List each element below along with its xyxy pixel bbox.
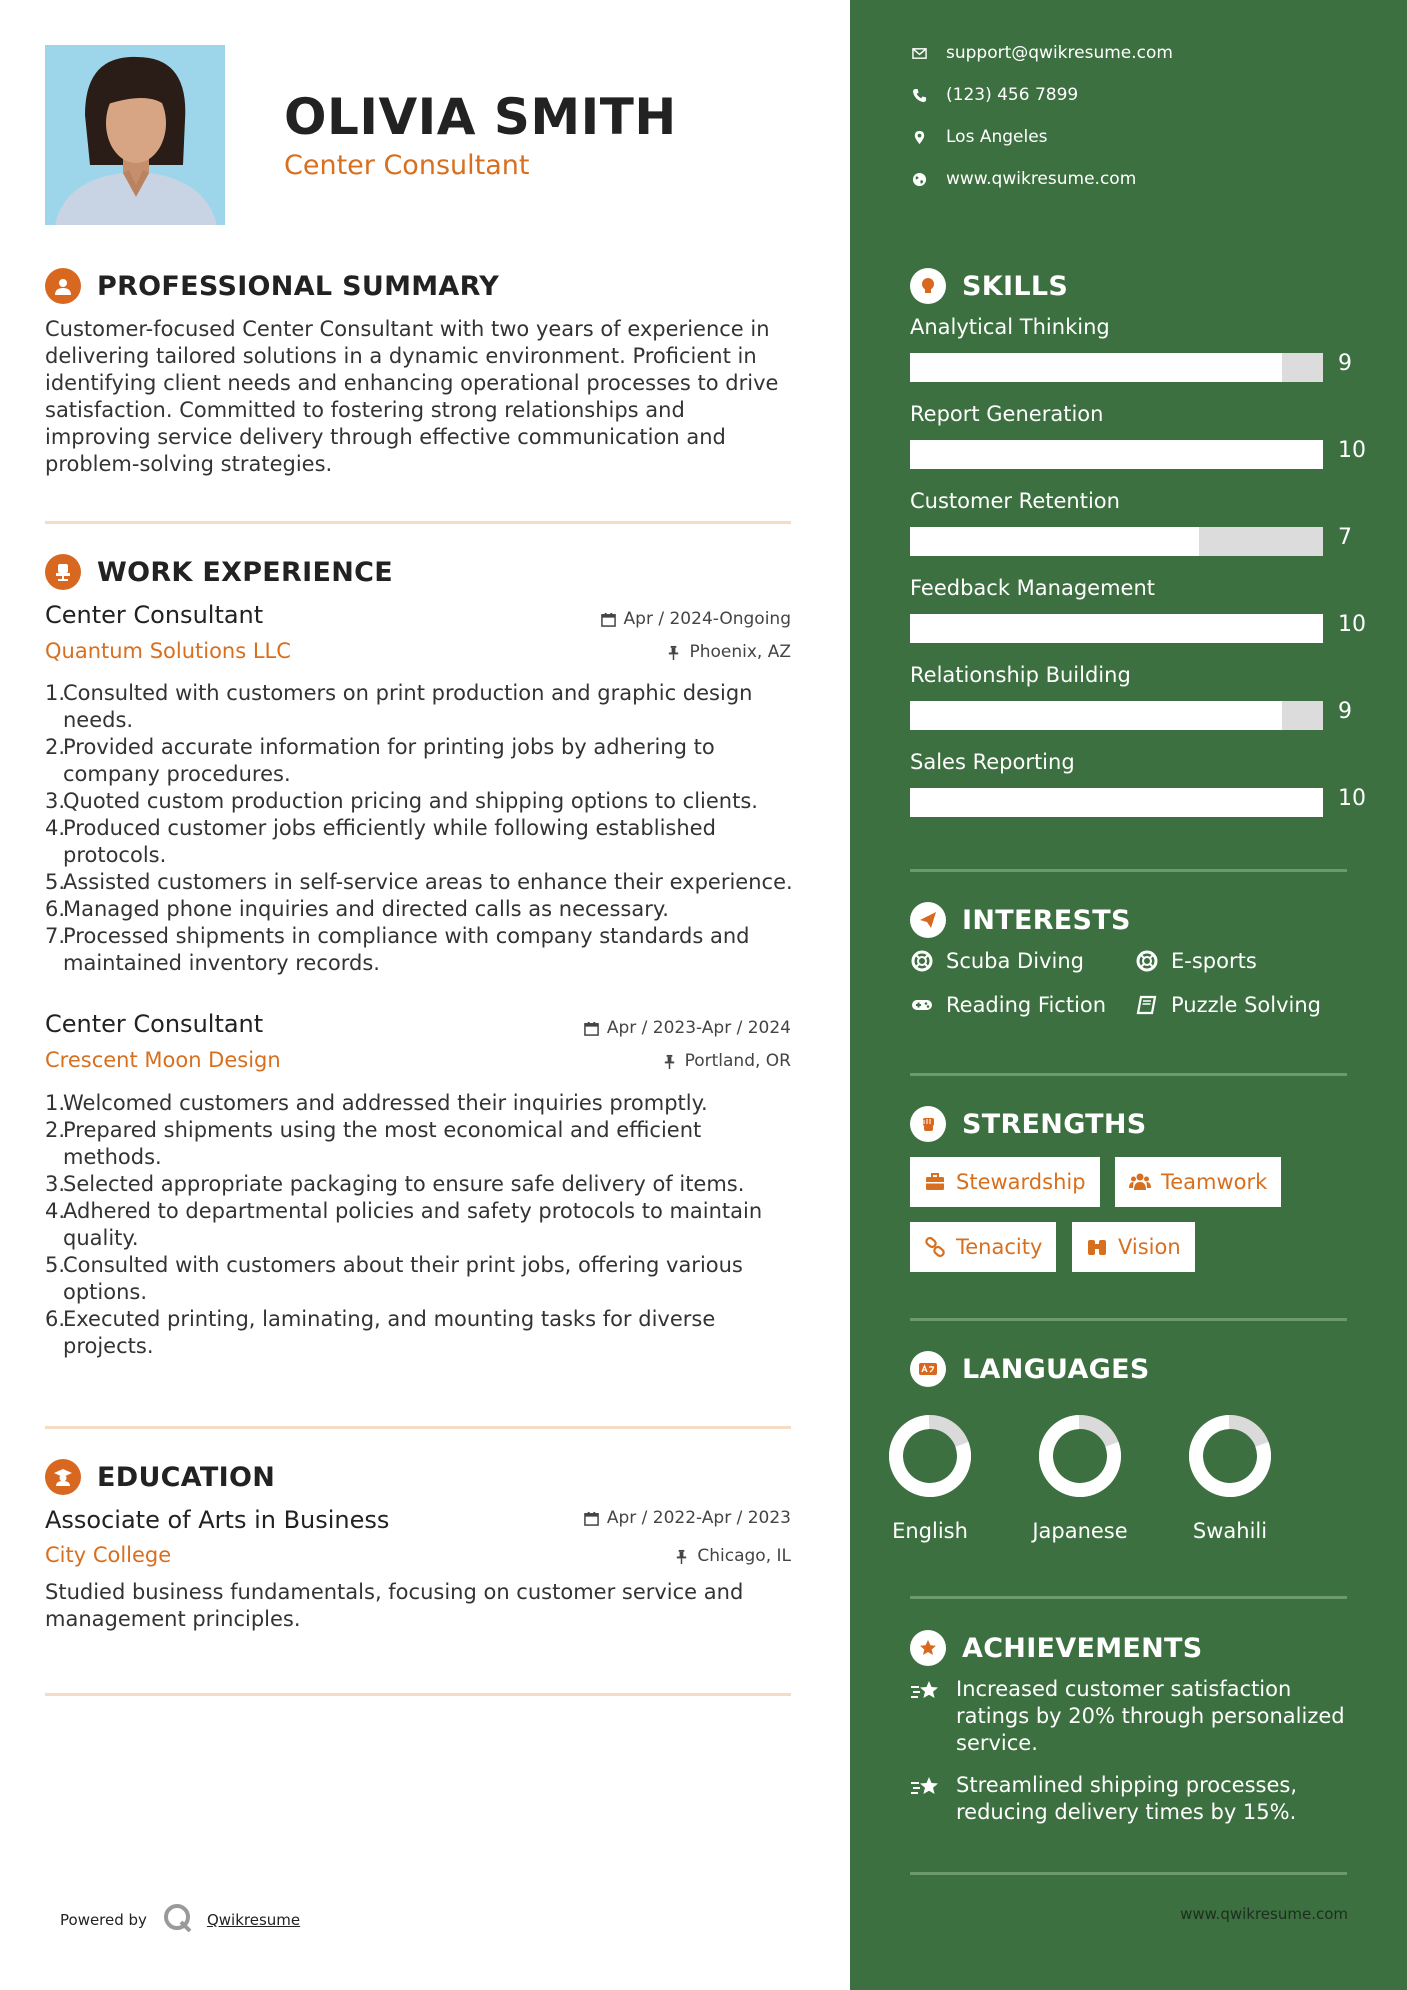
education-location: Chicago, IL bbox=[674, 1546, 791, 1566]
company-name: Quantum Solutions LLC bbox=[45, 639, 291, 663]
star-badge-icon bbox=[910, 1630, 946, 1666]
job-bullets bbox=[45, 680, 805, 977]
gamepad-icon bbox=[910, 994, 934, 1016]
list-item: 3. Quoted custom production pricing and shipping options to clients. bbox=[45, 789, 758, 813]
skill-bar bbox=[910, 527, 1323, 556]
list-item: 6. Managed phone inquiries and directed calls as necessary. bbox=[45, 897, 669, 921]
interests-heading: INTERESTS bbox=[910, 902, 1131, 938]
language-name: Swahili bbox=[1192, 1519, 1268, 1543]
section-divider bbox=[910, 869, 1347, 872]
language-level-ring bbox=[1037, 1413, 1123, 1499]
achievement-item: Streamlined shipping processes, reducing delivery times by 15%. bbox=[910, 1772, 1347, 1826]
skill-bar-fill bbox=[910, 527, 1199, 556]
degree-title: Associate of Arts in Business bbox=[45, 1506, 390, 1534]
school-name: City College bbox=[45, 1543, 172, 1567]
section-divider bbox=[910, 1318, 1347, 1321]
translate-icon bbox=[910, 1351, 946, 1387]
graduate-icon bbox=[45, 1459, 81, 1495]
education-title: EDUCATION bbox=[97, 1461, 276, 1493]
list-item: 1. Welcomed customers and addressed their inquiries promptly. bbox=[45, 1091, 708, 1115]
skill-bar-fill bbox=[910, 353, 1282, 382]
interest-item: Reading Fiction bbox=[910, 993, 1106, 1017]
map-pin-icon bbox=[910, 130, 928, 145]
globe-icon bbox=[910, 172, 928, 187]
fist-icon bbox=[910, 1106, 946, 1142]
strength-badge: Vision bbox=[1072, 1222, 1195, 1272]
skill-score: 9 bbox=[1338, 351, 1352, 376]
skill-score: 9 bbox=[1338, 699, 1352, 724]
shooting-star-icon bbox=[910, 1772, 944, 1826]
education-date: Apr / 2022-Apr / 2023 bbox=[584, 1508, 791, 1528]
skill-score: 7 bbox=[1338, 525, 1352, 550]
language-level-ring bbox=[887, 1413, 973, 1499]
education-heading bbox=[45, 1459, 275, 1495]
list-item: 5. Assisted customers in self-service areas to enhance their experience. bbox=[45, 870, 793, 894]
footer-website[interactable]: www.qwikresume.com bbox=[1180, 1905, 1348, 1923]
profile-photo bbox=[45, 45, 225, 225]
skill-label: Analytical Thinking bbox=[910, 315, 1110, 339]
users-icon bbox=[1129, 1171, 1151, 1193]
briefcase-icon bbox=[924, 1171, 946, 1193]
contact-location: Los Angeles bbox=[910, 127, 1048, 147]
shooting-star-icon bbox=[910, 1676, 944, 1757]
skill-label: Customer Retention bbox=[910, 489, 1120, 513]
list-item: 4. Adhered to departmental policies and safety protocols to maintain quality. bbox=[45, 1199, 763, 1250]
strengths-heading: STRENGTHS bbox=[910, 1106, 1147, 1142]
list-item: 3. Selected appropriate packaging to ensure safe delivery of items. bbox=[45, 1172, 745, 1196]
pin-icon bbox=[666, 645, 681, 660]
language-item bbox=[1170, 1413, 1290, 1543]
job-title: Center Consultant bbox=[45, 601, 264, 629]
skill-label: Report Generation bbox=[910, 402, 1104, 426]
section-divider bbox=[910, 1073, 1347, 1076]
list-item: 2. Provided accurate information for printing jobs by adhering to company procedures. bbox=[45, 735, 715, 786]
language-level-ring bbox=[1187, 1413, 1273, 1499]
job-date: Apr / 2024-Ongoing bbox=[601, 609, 791, 629]
powered-by: Powered by Qwikresume bbox=[60, 1903, 300, 1937]
lifebuoy-icon bbox=[910, 950, 934, 972]
link-icon bbox=[924, 1236, 946, 1258]
qwikresume-logo-icon bbox=[163, 1903, 193, 1937]
lightbulb-icon bbox=[910, 268, 946, 304]
summary-text: Customer-focused Center Consultant with two years of experience in delivering tailored solutions in a dynamic environment. Proficient in identifying client needs and enhancing operational processes to drive satisfaction. Committed to fostering strong relationships and improving service delivery through effective communication and problem-solving strategies. bbox=[45, 317, 779, 476]
phone-icon bbox=[910, 88, 928, 103]
skill-bar bbox=[910, 440, 1323, 469]
pin-icon bbox=[662, 1054, 677, 1069]
achievement-item: Increased customer satisfaction ratings by 20% through personalized service. bbox=[910, 1676, 1347, 1757]
skill-score: 10 bbox=[1338, 612, 1366, 637]
strength-badge: Tenacity bbox=[910, 1222, 1056, 1272]
pin-icon bbox=[674, 1549, 689, 1564]
skill-bar bbox=[910, 788, 1323, 817]
job-bullets bbox=[45, 1090, 805, 1360]
binoculars-icon bbox=[1086, 1236, 1108, 1258]
qwikresume-link[interactable]: Qwikresume bbox=[206, 1911, 301, 1929]
section-divider bbox=[910, 1596, 1347, 1599]
job-location: Phoenix, AZ bbox=[666, 642, 791, 662]
list-item: 2. Prepared shipments using the most economical and efficient methods. bbox=[45, 1118, 702, 1169]
lifebuoy-icon bbox=[1135, 950, 1159, 972]
skill-label: Feedback Management bbox=[910, 576, 1156, 600]
skills-heading: SKILLS bbox=[910, 268, 1068, 304]
contact-email[interactable]: support@qwikresume.com bbox=[910, 43, 1173, 63]
skill-bar-fill bbox=[910, 440, 1323, 469]
section-divider bbox=[45, 1693, 791, 1696]
summary-heading bbox=[45, 268, 499, 304]
education-text: Studied business fundamentals, focusing on customer service and management principles. bbox=[45, 1580, 744, 1631]
interest-item: E-sports bbox=[1135, 949, 1257, 973]
language-name: Japanese bbox=[1032, 1519, 1128, 1543]
languages-heading: LANGUAGES bbox=[910, 1351, 1150, 1387]
achievements-heading: ACHIEVEMENTS bbox=[910, 1630, 1203, 1666]
strength-badge: Teamwork bbox=[1115, 1157, 1281, 1207]
skill-bar-fill bbox=[910, 701, 1282, 730]
list-item: 7. Processed shipments in compliance with company standards and maintained inventory records. bbox=[45, 924, 750, 975]
skill-bar bbox=[910, 353, 1323, 382]
skill-bar-fill bbox=[910, 614, 1323, 643]
language-name: English bbox=[892, 1519, 968, 1543]
user-icon bbox=[45, 268, 81, 304]
job-date: Apr / 2023-Apr / 2024 bbox=[584, 1018, 791, 1038]
candidate-role: Center Consultant bbox=[284, 150, 530, 181]
company-name: Crescent Moon Design bbox=[45, 1048, 281, 1072]
section-divider bbox=[45, 521, 791, 524]
strength-badge: Stewardship bbox=[910, 1157, 1100, 1207]
list-item: 4. Produced customer jobs efficiently while following established protocols. bbox=[45, 816, 716, 867]
experience-title: WORK EXPERIENCE bbox=[97, 556, 393, 588]
contact-phone[interactable]: (123) 456 7899 bbox=[910, 85, 1078, 105]
interest-item: Scuba Diving bbox=[910, 949, 1084, 973]
calendar-icon bbox=[584, 1511, 599, 1526]
list-item: 1. Consulted with customers on print production and graphic design needs. bbox=[45, 681, 753, 732]
skill-label: Sales Reporting bbox=[910, 750, 1075, 774]
skill-score: 10 bbox=[1338, 438, 1366, 463]
paper-plane-icon bbox=[910, 902, 946, 938]
language-item bbox=[870, 1413, 990, 1543]
list-item: 6. Executed printing, laminating, and mounting tasks for diverse projects. bbox=[45, 1307, 716, 1358]
calendar-icon bbox=[601, 612, 616, 627]
skill-label: Relationship Building bbox=[910, 663, 1131, 687]
job-location: Portland, OR bbox=[662, 1051, 791, 1071]
contact-website[interactable]: www.qwikresume.com bbox=[910, 169, 1136, 189]
envelope-icon bbox=[910, 46, 928, 61]
section-divider bbox=[910, 1872, 1347, 1875]
sidebar bbox=[850, 0, 1407, 1990]
skill-bar-fill bbox=[910, 788, 1323, 817]
skill-bar bbox=[910, 614, 1323, 643]
book-icon bbox=[1135, 994, 1159, 1016]
list-item: 5. Consulted with customers about their print jobs, offering various options. bbox=[45, 1253, 743, 1304]
section-divider bbox=[45, 1426, 791, 1429]
candidate-name: OLIVIA SMITH bbox=[284, 88, 677, 146]
interest-item: Puzzle Solving bbox=[1135, 993, 1321, 1017]
skill-score: 10 bbox=[1338, 786, 1366, 811]
experience-heading bbox=[45, 554, 393, 590]
chair-icon bbox=[45, 554, 81, 590]
calendar-icon bbox=[584, 1021, 599, 1036]
summary-title: PROFESSIONAL SUMMARY bbox=[97, 270, 500, 302]
language-item bbox=[1020, 1413, 1140, 1543]
skill-bar bbox=[910, 701, 1323, 730]
job-title: Center Consultant bbox=[45, 1010, 264, 1038]
